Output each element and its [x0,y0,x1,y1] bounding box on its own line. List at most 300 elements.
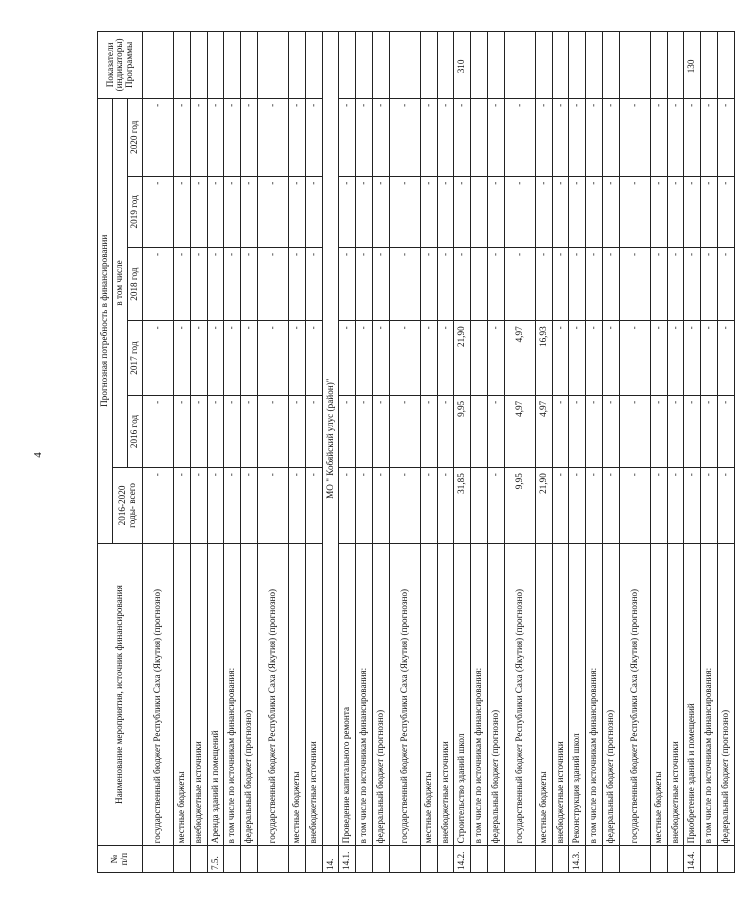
row-value-2: - [619,321,650,396]
row-value-4: - [389,176,420,247]
row-value-0: - [717,468,734,544]
row-value-6 [552,32,569,99]
table-body [143,32,735,873]
row-value-4: - [650,176,667,247]
row-value-0: - [288,468,305,544]
row-value-4: - [504,176,535,247]
header-in-total: в том числе [113,98,128,467]
row-value-3: - [241,247,258,320]
row-value-4: - [224,176,241,247]
row-number: 14.3. [569,846,586,873]
table-row [569,32,586,873]
row-value-4: - [701,176,718,247]
row-value-3: - [305,247,322,320]
row-name: в том числе по источникам финансирования: [224,543,241,846]
row-name: в том числе по источникам финансирования: [701,543,718,846]
row-value-6 [586,32,603,99]
header-2019: 2019 год [128,176,143,247]
row-value-4: - [305,176,322,247]
row-name: федеральный бюджет (прогнозно) [241,543,258,846]
table-row [504,32,535,873]
row-number [602,846,619,873]
row-number [190,846,207,873]
row-value-6 [667,32,684,99]
row-value-1: - [701,395,718,467]
table-row [454,32,471,873]
row-name: Приобретение зданий и помещений [684,543,701,846]
row-value-0: - [339,468,356,544]
row-number [701,846,718,873]
row-value-5: - [667,98,684,176]
row-value-5: - [174,98,191,176]
row-value-4: - [602,176,619,247]
row-number [535,846,552,873]
page-number: 4 [31,452,44,458]
row-name: государственный бюджет Республики Саха (Якутия) (прогнозно) [504,543,535,846]
header-name: Наименование мероприятия, источник финансирования [98,543,143,846]
row-value-5: - [288,98,305,176]
header-2017: 2017 год [128,321,143,396]
table-row [339,32,356,873]
row-value-1: - [207,395,224,467]
row-value-1 [471,395,488,467]
table-row [305,32,322,873]
row-number [389,846,420,873]
row-value-4: - [143,176,174,247]
row-name: местные бюджеты [420,543,437,846]
row-value-4: - [174,176,191,247]
row-value-1: - [619,395,650,467]
row-value-0: - [224,468,241,544]
table-row [684,32,701,873]
row-value-2: - [569,321,586,396]
row-value-4: - [356,176,373,247]
row-number [224,846,241,873]
row-number: 14. [322,846,339,873]
row-value-3: - [257,247,288,320]
row-value-0: - [701,468,718,544]
table-row [619,32,650,873]
row-value-1: - [356,395,373,467]
table-row [241,32,258,873]
row-value-1: - [339,395,356,467]
row-value-4: - [586,176,603,247]
row-name: государственный бюджет Республики Саха (Якутия) (прогнозно) [257,543,288,846]
row-value-0: - [241,468,258,544]
row-value-4: - [190,176,207,247]
row-number [471,846,488,873]
row-value-3: - [224,247,241,320]
row-value-1: - [586,395,603,467]
row-value-5: - [190,98,207,176]
row-value-6 [241,32,258,99]
row-value-1: - [684,395,701,467]
row-value-3: - [504,247,535,320]
row-value-6 [143,32,174,99]
row-value-3: - [684,247,701,320]
row-value-1: - [288,395,305,467]
row-value-3: - [454,247,471,320]
row-value-1: - [389,395,420,467]
row-value-0: - [552,468,569,544]
table-row [207,32,224,873]
row-value-4: - [454,176,471,247]
row-value-0: - [389,468,420,544]
row-value-4: - [372,176,389,247]
row-value-5: - [487,98,504,176]
header-2018: 2018 год [128,247,143,320]
row-name: местные бюджеты [535,543,552,846]
row-value-2: - [372,321,389,396]
row-value-3: - [437,247,454,320]
row-value-1: - [420,395,437,467]
row-name: федеральный бюджет (прогнозно) [602,543,619,846]
table-row [190,32,207,873]
row-value-6 [717,32,734,99]
table-row [174,32,191,873]
row-value-0: - [667,468,684,544]
row-value-0: 31,85 [454,468,471,544]
row-value-2: - [420,321,437,396]
row-number [305,846,322,873]
row-value-5: - [552,98,569,176]
row-value-2: - [339,321,356,396]
row-value-1: - [305,395,322,467]
row-value-4: - [619,176,650,247]
table-row [701,32,718,873]
row-value-2: - [650,321,667,396]
row-value-2: - [143,321,174,396]
row-number [667,846,684,873]
row-number: 14.2. [454,846,471,873]
row-value-3: - [356,247,373,320]
header-indicators: Показатели (индикаторы) Программы [98,32,143,99]
row-value-5: - [535,98,552,176]
row-value-4: - [717,176,734,247]
row-name: внебюджетные источники [305,543,322,846]
row-value-6 [257,32,288,99]
row-name: в том числе по источникам финансирования: [586,543,603,846]
row-value-1: 4,97 [504,395,535,467]
table-row [437,32,454,873]
row-value-2: 4,97 [504,321,535,396]
financing-table [97,31,735,873]
row-value-5: - [701,98,718,176]
row-value-3: - [420,247,437,320]
row-value-1: - [241,395,258,467]
row-value-4: - [487,176,504,247]
table-row [389,32,420,873]
row-value-1: - [257,395,288,467]
row-value-2: - [356,321,373,396]
header-total: 2016-2020 годы- всего [113,468,143,544]
row-value-0: - [569,468,586,544]
row-value-2: - [174,321,191,396]
row-value-1: - [717,395,734,467]
row-value-2: - [487,321,504,396]
row-name: внебюджетные источники [667,543,684,846]
row-name: Строительство зданий школ [454,543,471,846]
row-name: внебюджетные источники [437,543,454,846]
row-number [288,846,305,873]
row-value-4: - [241,176,258,247]
row-value-3: - [143,247,174,320]
row-value-0: - [487,468,504,544]
row-value-2: - [684,321,701,396]
row-value-5: - [717,98,734,176]
row-number [586,846,603,873]
table-row [650,32,667,873]
row-value-2: - [552,321,569,396]
row-value-1: - [174,395,191,467]
row-name: в том числе по источникам финансирования: [471,543,488,846]
row-value-5: - [207,98,224,176]
row-name: в том числе по источникам финансирования: [356,543,373,846]
row-number [650,846,667,873]
row-value-2: - [701,321,718,396]
row-value-2: 16,93 [535,321,552,396]
row-value-6: 130 [684,32,701,99]
row-value-5: - [619,98,650,176]
row-value-1: - [569,395,586,467]
row-value-5: - [241,98,258,176]
row-value-6 [207,32,224,99]
row-value-2: - [224,321,241,396]
rotated-table-container [97,31,730,873]
row-number [487,846,504,873]
row-value-0: - [586,468,603,544]
row-value-4: - [420,176,437,247]
row-value-6 [174,32,191,99]
row-value-2: - [288,321,305,396]
row-value-5: - [684,98,701,176]
row-value-5: - [437,98,454,176]
row-value-2: - [305,321,322,396]
row-value-3: - [372,247,389,320]
row-value-0: - [143,468,174,544]
row-value-6 [619,32,650,99]
header-2016: 2016 год [128,395,143,467]
row-name: государственный бюджет Республики Саха (Якутия) (прогнозно) [143,543,174,846]
row-value-0: - [437,468,454,544]
row-value-0: - [174,468,191,544]
row-name: Реконструкция зданий школ [569,543,586,846]
row-name: Проведение капитального ремонта [339,543,356,846]
row-value-5: - [420,98,437,176]
row-value-3: - [650,247,667,320]
row-value-2: 21,90 [454,321,471,396]
row-value-5: - [602,98,619,176]
row-value-1: - [224,395,241,467]
row-value-4 [471,176,488,247]
row-value-2 [471,321,488,396]
row-value-3: - [174,247,191,320]
row-name: внебюджетные источники [552,543,569,846]
row-number [356,846,373,873]
row-value-6 [650,32,667,99]
row-value-1: 4,97 [535,395,552,467]
row-number [619,846,650,873]
row-value-2: - [190,321,207,396]
row-value-3: - [667,247,684,320]
row-value-3: - [569,247,586,320]
row-value-3: - [487,247,504,320]
row-value-3: - [190,247,207,320]
row-value-0: - [257,468,288,544]
table-row [487,32,504,873]
table-row [257,32,288,873]
table-row [602,32,619,873]
row-value-6 [437,32,454,99]
table-row [667,32,684,873]
row-value-3: - [586,247,603,320]
table-row [717,32,734,873]
row-number [420,846,437,873]
section-title: МО " Кобяйский улус (район)" [322,32,339,846]
row-number: 7.5. [207,846,224,873]
row-value-5: - [389,98,420,176]
table-row [586,32,603,873]
row-value-2: - [717,321,734,396]
row-value-2: - [257,321,288,396]
row-number [241,846,258,873]
row-value-1: 9,95 [454,395,471,467]
row-value-2: - [437,321,454,396]
row-value-5: - [305,98,322,176]
row-value-2: - [241,321,258,396]
row-value-3 [471,247,488,320]
table-row [143,32,174,873]
row-number [504,846,535,873]
row-value-6 [288,32,305,99]
row-value-6 [602,32,619,99]
row-value-6: 310 [454,32,471,99]
row-value-3: - [339,247,356,320]
row-value-4: - [569,176,586,247]
row-value-5: - [586,98,603,176]
row-value-0: - [684,468,701,544]
row-number [143,846,174,873]
row-value-3: - [619,247,650,320]
row-value-4: - [667,176,684,247]
row-value-3: - [389,247,420,320]
header-forecast: Прогнозная потребность в финансировании [98,98,113,543]
row-number [257,846,288,873]
row-value-5: - [224,98,241,176]
row-value-6 [504,32,535,99]
row-value-5: - [143,98,174,176]
row-name: Аренда зданий и помещений [207,543,224,846]
row-value-4: - [288,176,305,247]
row-name: федеральный бюджет (прогнозно) [372,543,389,846]
row-value-4: - [339,176,356,247]
table-row [224,32,241,873]
row-value-2: - [586,321,603,396]
row-value-0: - [356,468,373,544]
row-value-4: - [535,176,552,247]
row-value-0: 21,90 [535,468,552,544]
table-row [552,32,569,873]
row-value-4: - [257,176,288,247]
row-value-4: - [684,176,701,247]
row-value-2: - [389,321,420,396]
row-value-6 [420,32,437,99]
table-row [471,32,488,873]
row-value-2: - [667,321,684,396]
row-value-5: - [454,98,471,176]
row-value-0: - [372,468,389,544]
row-number [552,846,569,873]
row-value-3: - [207,247,224,320]
row-number [174,846,191,873]
section-row [322,32,339,873]
row-value-6 [339,32,356,99]
row-value-0: - [602,468,619,544]
row-number [372,846,389,873]
row-value-1: - [487,395,504,467]
row-value-3: - [701,247,718,320]
row-value-0: - [420,468,437,544]
row-value-6 [224,32,241,99]
row-value-1: - [372,395,389,467]
table-row [372,32,389,873]
row-number: 14.1. [339,846,356,873]
row-value-6 [701,32,718,99]
header-num: № п/п [98,846,143,873]
row-name: местные бюджеты [174,543,191,846]
row-value-6 [535,32,552,99]
row-value-0: - [207,468,224,544]
row-name: местные бюджеты [650,543,667,846]
row-value-3: - [288,247,305,320]
row-value-5: - [372,98,389,176]
row-value-2: - [602,321,619,396]
row-value-3: - [717,247,734,320]
row-value-5: - [504,98,535,176]
row-name: местные бюджеты [288,543,305,846]
row-value-0: - [190,468,207,544]
row-value-6 [356,32,373,99]
row-value-6 [190,32,207,99]
row-value-5: - [650,98,667,176]
row-value-6 [389,32,420,99]
row-value-6 [305,32,322,99]
row-value-5: - [257,98,288,176]
row-value-0 [471,468,488,544]
row-value-6 [372,32,389,99]
table-row [356,32,373,873]
row-name: федеральный бюджет (прогнозно) [487,543,504,846]
row-number: 14.4. [684,846,701,873]
row-value-1: - [667,395,684,467]
row-value-1: - [190,395,207,467]
row-value-6 [471,32,488,99]
row-name: государственный бюджет Республики Саха (Якутия) (прогнозно) [619,543,650,846]
row-name: государственный бюджет Республики Саха (Якутия) (прогнозно) [389,543,420,846]
row-value-5: - [339,98,356,176]
row-value-4: - [437,176,454,247]
row-value-6 [487,32,504,99]
row-value-3: - [602,247,619,320]
row-value-0: - [619,468,650,544]
row-value-5: - [356,98,373,176]
row-value-3: - [535,247,552,320]
row-value-1: - [437,395,454,467]
row-value-1: - [602,395,619,467]
row-value-4: - [552,176,569,247]
row-name: федеральный бюджет (прогнозно) [717,543,734,846]
header-2020: 2020 год [128,98,143,176]
